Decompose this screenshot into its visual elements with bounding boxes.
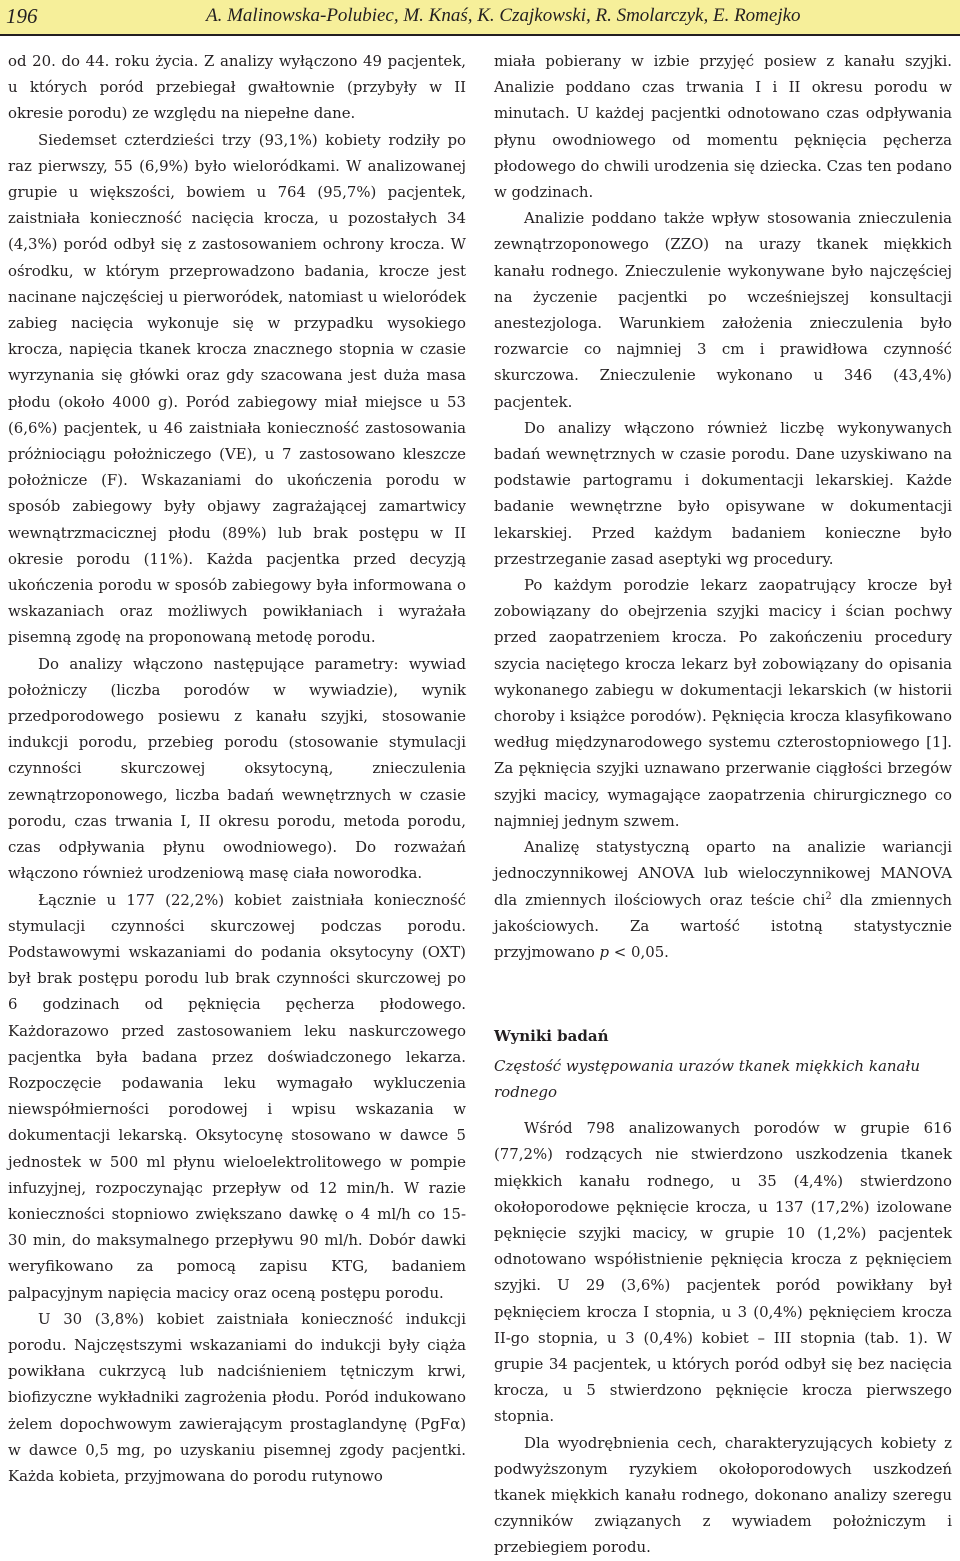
paragraph-oxytocin: Łącznie u 177 (22,2%) kobiet zaistniała konieczność stymulacji czynności skurczowej podczas porodu. Podstawowymi wskazaniami do podania oksytocyny (OXT) był brak postępu porodu lub brak czynności skurczowej po 6 godzinach od pęknięcia pęcherza płodowego. Każdorazowo przed zastosowaniem leku naskurczowego pacjentka była badana przez doświadczonego lekarza. Rozpoczęcie podawania leku wymagało wykluczenia niewspółmierności porodowej i wpisu wskazania w dokumentacji lekarską. Oksytocynę stosowano w dawce 5 jednostek w 500 ml płynu wieloelektrolitowego w pompie infuzyjnej, rozpoczynając przepływ od 12 min/h. W razie konieczności stopniowo zwiększano dawkę o 4 ml/h co 15-30 min, do maksymalnego przepływu 90 ml/h. Dobór dawki weryfikowano za pomocą zapisu KTG, badaniem palpacyjnym napięcia macicy oraz oceną postępu porodu. (8, 890, 466, 1302)
running-head-authors: A. Malinowska-Polubiec, M. Knaś, K. Czajkowski, R. Smolarczyk, E. Romejko (206, 5, 801, 26)
chi-square-superscript: 2 (825, 890, 832, 902)
page-number: 196 (6, 4, 38, 28)
right-column (494, 48, 952, 1561)
paragraph-study-group: od 20. do 44. roku życia. Z analizy wyłączono 49 pacjentek, u których poród przebiegał gwałtownie (przybyły w II okresie porodu) ze względu na niepełne dane. (8, 52, 466, 123)
statistics-text-c: < 0,05. (609, 942, 669, 961)
p-value-symbol: p (599, 942, 610, 961)
paragraph-episiotomy: Siedemset czterdzieści trzy (93,1%) kobiety rodziły po raz pierwszy, 55 (6,9%) było wieloródkami. W analizowanej grupie u większości, bowiem u 764 (95,7%) pacjentek, zaistniała konieczność nacięcia krocza, u pozostałych 34 (4,3%) poród odbył się z zastosowaniem ochrony krocza. W ośrodku, w którym przeprowadzono badania, krocze jest nacinane najczęściej u pierworódek, natomiast u wieloródek zabieg nacięcia wykonuje się w przypadku wysokiego krocza, napięcia tkanek krocza znacznego stopnia w czasie wyrzynania się główki oraz gdy szacowana jest duża masa płodu (około 4000 g). Poród zabiegowy miał miejsce u 53 (6,6%) pacjentek, u 46 zaistniała konieczność zastosowania próżniociągu położniczego (VE), u 7 zastosowano kleszcze położnicze (F). Wskazaniami do ukończenia porodu w sposób zabiegowy były objawy zagrażającej zamartwicy wewnątrzmacicznej płodu (89%) lub brak postępu w II okresie porodu (11%). Każda pacjentka przed decyzją ukończenia porodu w sposób zabiegowy była informowana o wskazaniach oraz możliwych powikłaniach i wyrażała pisemną zgodę na proponowaną metodę porodu. (8, 130, 466, 647)
paragraph-induction: U 30 (3,8%) kobiet zaistniała konieczność indukcji porodu. Najczęstszymi wskazaniami do indukcji były ciąża powikłana cukrzycą lub nadciśnieniem tętniczym krwi, biofizyczne wykładniki zagrożenia płodu. Poród indukowano żelem dopochwowym zawierającym prostaglandynę (PgFα) w dawce 0,5 mg, po uzyskaniu pisemnej zgody pacjentki. Każda kobieta, przyjmowana do porodu rutynowo (8, 1309, 466, 1485)
paragraph-internal-exams: Do analizy włączono również liczbę wykonywanych badań wewnętrznych w czasie porodu. Dane uzyskiwano na podstawie partogramu i dokumentacji lekarskiej. Każde badanie wewnętrzne było opisywane w dokumentacji lekarskiej. Przed każdym badaniem konieczne było przestrzeganie zasad aseptyki wg procedury. (494, 418, 952, 568)
paragraph-parameters: Do analizy włączono następujące parametry: wywiad położniczy (liczba porodów w wywiadzie), wynik przedporodowego posiewu z kanału szyjki, stosowanie indukcji porodu, przebieg porodu (stosowanie stymulacji czynności skurczowej oksytocyną, znieczulenia zewnątrzoponowego, liczba badań wewnętrznych w czasie porodu, czas trwania I, II okresu porodu, metoda porodu, czas odpływania płynu owodniowego). Do rozważań włączono również urodzeniową masę ciała noworodka. (8, 654, 466, 883)
paragraph-cervical-culture: miała pobierany w izbie przyjęć posiew z kanału szyjki. Analizie poddano czas trwania I i II okresu porodu w minutach. U każdej pacjentki odnotowano czas odpływania płynu owodniowego od momentu pęknięcia pęcherza płodowego do chwili urodzenia się dziecka. Czas ten podano w godzinach. (494, 52, 952, 202)
statistics-text-a: Analizę statystyczną oparto na analizie wariancji jednoczynnikowej ANOVA lub wieloczynnikowej MANOVA dla zmiennych ilościowych oraz teście chi (494, 838, 952, 909)
paragraph-epidural: Analizie poddano także wpływ stosowania znieczulenia zewnątrzoponowego (ZZO) na urazy tkanek miękkich kanału rodnego. Znieczulenie wykonywane było najczęściej na życzenie pacjentki po wcześniejszej konsultacji anestezjologa. Warunkiem założenia znieczulenia było rozwarcie co najmniej 3 cm i prawidłowa czynność skurczowa. Znieczulenie wykonano u 346 (43,4%) pacjentek. (494, 209, 952, 411)
paragraph-risk-factors: Dla wyodrębnienia cech, charakteryzujących kobiety z podwyższonym ryzykiem okołoporodowych uszkodzeń tkanek miękkich kanału rodnego, dokonano analizy szeregu czynników związanych z wywiadem położniczym i przebiegiem porodu. (494, 1433, 952, 1557)
statistics-text-b: dla zmiennych jakościowych. Za wartość istotną statystycznie przyjmowano (494, 890, 953, 961)
section-heading-results: Wyniki badań (494, 1027, 609, 1046)
left-column (8, 48, 466, 1489)
paragraph-perineum-inspection: Po każdym porodzie lekarz zaopatrujący krocze był zobowiązany do obejrzenia szyjki macicy i ścian pochwy przed zaopatrzeniem krocza. Po zakończeniu procedury szycia naciętego krocza lekarz był zobowiązany do opisania wykonanego zabiegu w dokumentacji lekarskich (w historii choroby i książce porodów). Pęknięcia krocza klasyfikowano według międzynarodowego systemu czterostopniowego [1]. Za pęknięcia szyjki uznawano przerwanie ciągłości brzegów szyjki macicy, wymagające zaopatrzenia chirurgicznego co najmniej jednym szwem. (494, 576, 952, 830)
page-header (0, 0, 960, 36)
paragraph-statistics (494, 834, 952, 965)
subsection-heading-frequency: Częstość występowania urazów tkanek miękkich kanału rodnego (494, 1057, 921, 1102)
paragraph-results-frequency: Wśród 798 analizowanych porodów w grupie 616 (77,2%) rodzących nie stwierdzono uszkodzenia tkanek miękkich kanału rodnego, u 35 (4,4%) stwierdzono okołoporodowe pęknięcie krocza, u 137 (17,2%) izolowane pęknięcie szyjki macicy, w grupie 10 (1,2%) pacjentek odnotowano współistnienie pęknięcia krocza z pęknięciem szyjki. U 29 (3,6%) pacjentek poród powikłany był pęknięciem krocza I stopnia, u 3 (0,4%) pęknięciem krocza II-go stopnia, u 3 (0,4%) kobiet – III stopnia (tab. 1). W grupie 34 pacjentek, u których poród odbył się bez nacięcia krocza, u 5 stwierdzono pęknięcie krocza pierwszego stopnia. (494, 1119, 952, 1426)
